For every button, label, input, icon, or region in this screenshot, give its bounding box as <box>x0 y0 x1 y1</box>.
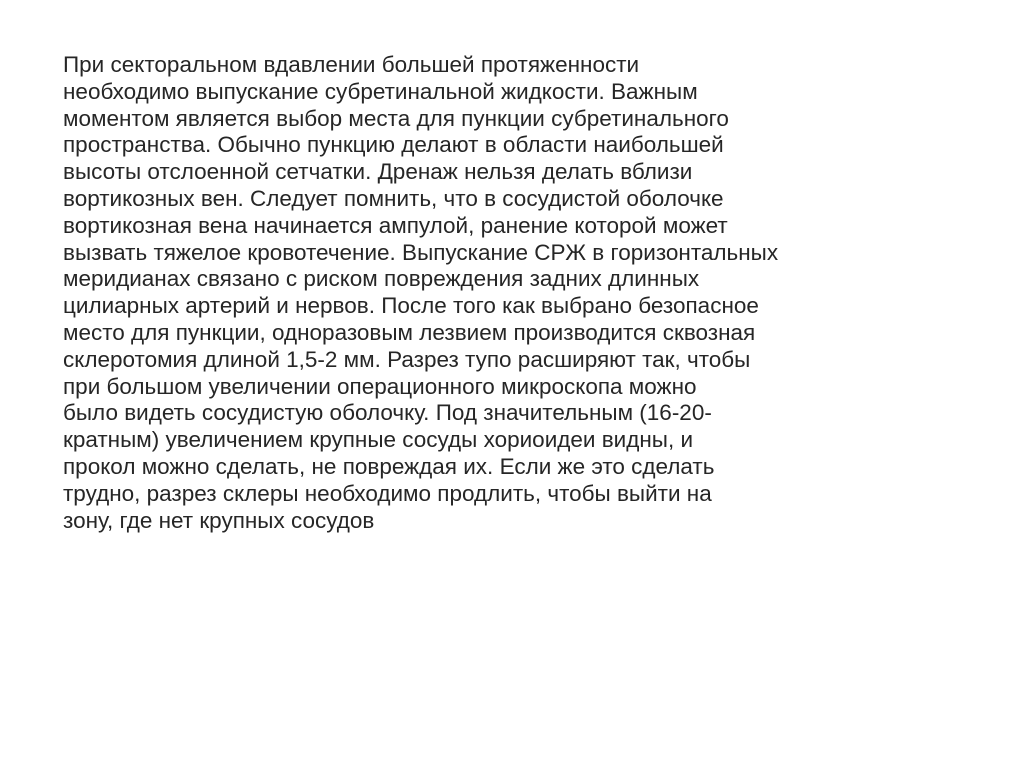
text-line: цилиарных артерий и нервов. После того как выбрано безопасное <box>63 293 759 319</box>
text-line: моментом является выбор места для пункции субретинального <box>63 105 729 131</box>
text-line: место для пункции, одноразовым лезвием производится сквозная <box>63 319 756 345</box>
slide-body-text <box>63 52 983 534</box>
text-line: зону, где нет крупных сосудов <box>63 507 375 533</box>
text-line: При секторальном вдавлении большей протяженности <box>63 52 640 77</box>
text-line: вортикозных вен. Следует помнить, что в сосудистой оболочке <box>63 185 724 211</box>
text-line: меридианах связано с риском повреждения задних длинных <box>63 266 700 292</box>
text-line: кратным) увеличением крупные сосуды хориоидеи видны, и <box>63 427 694 453</box>
text-line: трудно, разрез склеры необходимо продлить, чтобы выйти на <box>63 480 712 506</box>
text-line: при большом увеличении операционного микроскопа можно <box>63 373 697 399</box>
text-line: высоты отслоенной сетчатки. Дренаж нельзя делать вблизи <box>63 159 693 185</box>
text-line: было видеть сосудистую оболочку. Под значительным (16-20- <box>63 400 712 426</box>
text-line: вызвать тяжелое кровотечение. Выпускание СРЖ в горизонтальных <box>63 239 779 265</box>
text-line: необходимо выпускание субретинальной жидкости. Важным <box>63 78 698 104</box>
text-line: прокол можно сделать, не повреждая их. Если же это сделать <box>63 453 715 479</box>
text-line: пространства. Обычно пункцию делают в области наибольшей <box>63 132 724 158</box>
text-line: вортикозная вена начинается ампулой, ранение которой может <box>63 212 728 238</box>
text-line: склеротомия длиной 1,5-2 мм. Разрез тупо расширяют так, чтобы <box>63 346 751 372</box>
